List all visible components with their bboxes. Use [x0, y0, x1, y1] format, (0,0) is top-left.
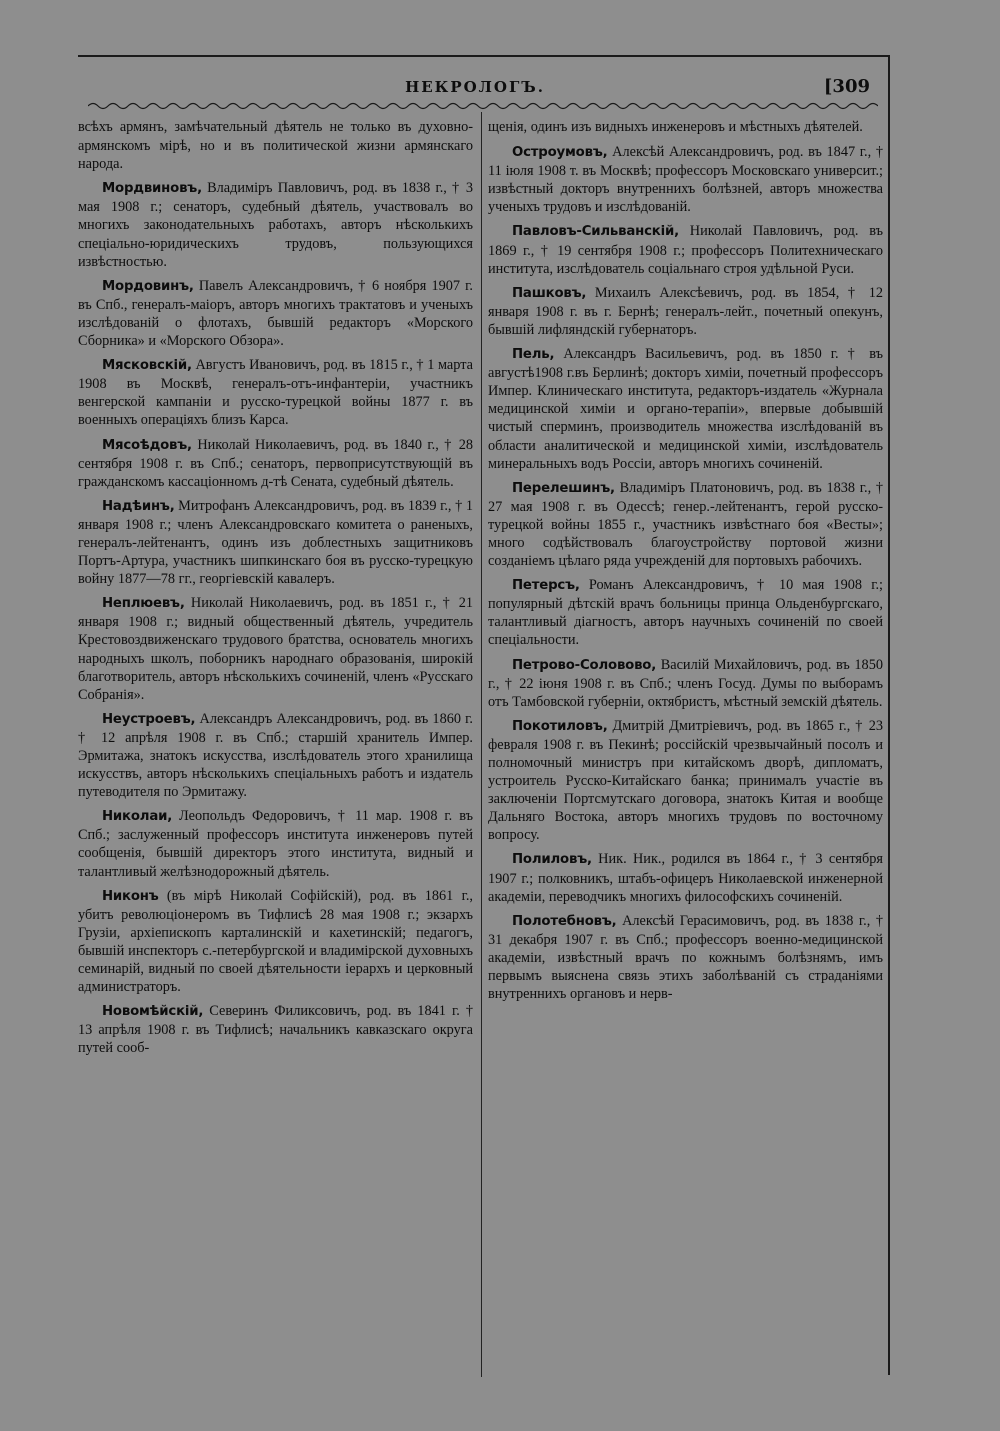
entry-text: Дмитрій Дмитріевичъ, род. въ 1865 г., † 23 февраля 1908 г. въ Пекинѣ; россійскій чрезвычайный посолъ и полномочный министръ при китайскомъ дворѣ, дипломатъ, устроитель Русско-Китайскаго банка; принималъ участіе въ заключеніи Портсмутскаго договора, знатокъ Китая и вообще Дальняго Востока, авторъ многихъ трудовъ по восточному вопросу. — [488, 717, 883, 844]
column-divider — [481, 112, 482, 1377]
section-title: НЕКРОЛОГЪ. — [405, 78, 545, 96]
entry-name: Петрово-Соловово, — [512, 657, 657, 673]
entry — [78, 118, 473, 173]
entry — [78, 277, 473, 350]
left-column — [78, 118, 473, 1380]
entry — [488, 222, 883, 277]
entry-text: Романъ Александровичъ, † 10 мая 1908 г.; популярный дѣтскій врачъ больницы принца Ольденбургскаго, талантливый діагностъ, авторъ научныхъ сочиненій по своей спеціальности. — [488, 577, 883, 649]
entry — [78, 594, 473, 704]
entry-text: Александръ Александровичъ, род. въ 1860 г. † 12 апрѣля 1908 г. въ Спб.; старшій хранитель Импер. Эрмитажа, знатокъ искусства, изслѣдователь этого хранилища искусствъ, авторъ нѣсколькихъ спеціальныхъ работъ и издатель путеводителя по Эрмитажу. — [78, 710, 473, 801]
entry-name: Мясоѣдовъ, — [102, 437, 192, 453]
entry-text: всѣхъ армянъ, замѣчательный дѣятель не только въ духовно-армянскомъ мірѣ, но и въ политической жизни армянскаго народа. — [78, 119, 473, 173]
entry-text: Северинъ Филиксовичъ, род. въ 1841 г. † 13 апрѣля 1908 г. въ Тифлисѣ; начальникъ кавказскаго округа путей сооб- — [78, 1003, 473, 1057]
entry — [488, 284, 883, 339]
entry — [78, 497, 473, 588]
entry — [488, 717, 883, 845]
entry-text: Василій Михайловичъ, род. въ 1850 г., † 22 іюня 1908 г. въ Спб.; членъ Госуд. Думы по выборамъ отъ Тамбовской губерніи, октябристъ, мѣстный земскій дѣятель. — [488, 656, 883, 710]
entry-name: Пель, — [512, 347, 555, 363]
entry-text: Августъ Ивановичъ, род. въ 1815 г., † 1 марта 1908 въ Москвѣ, генералъ-отъ-инфантеріи, участникъ венгерской кампаніи и русско-турецкой войны 1877 г. въ военныхъ операціяхъ близъ Карса. — [78, 357, 473, 429]
entry — [78, 356, 473, 429]
entry-name: Мясковскій, — [102, 358, 192, 374]
entry — [488, 118, 883, 137]
entry-text: Павелъ Александровичъ, † 6 ноября 1907 г. въ Спб., генералъ-маіоръ, авторъ многихъ трактатовъ и ученыхъ изслѣдованій о флотахъ, бывшій редакторъ «Морского Сборника» и «Морского Обзора». — [78, 277, 473, 350]
entry-text: Митрофанъ Александровичъ, род. въ 1839 г., † 1 января 1908 г.; членъ Александровскаго комитета о раненыхъ, генералъ-лейтенантъ, одинъ изъ доблестныхъ защитниковъ Портъ-Артура, участникъ шипкинскаго боя въ русско-турецкую войну 1877—78 гг., георгіевскій кавалеръ. — [78, 497, 473, 588]
entry — [488, 912, 883, 1003]
entry-name: Надѣинъ, — [102, 498, 175, 514]
entry-text: Николай Павловичъ, род. въ 1869 г., † 19 сентября 1908 г.; профессоръ Политехническаго института, изслѣдователь соціальнаго строя удѣльной Руси. — [488, 223, 883, 277]
entry-name: Мордовинъ, — [102, 278, 194, 294]
entry-text: Леопольдъ Федоровичъ, † 11 мар. 1908 г. въ Спб.; заслуженный профессоръ института инженеровъ путей сообщенія, бывшій директоръ этого института, видный и талантливый желѣзнодорожный дѣятель. — [78, 808, 473, 880]
entry-name: Неплюевъ, — [102, 596, 185, 612]
entry-name: Николаи, — [102, 809, 173, 825]
entry-name: Остроумовъ, — [512, 145, 608, 161]
entry-name: Павловъ-Сильванскій, — [512, 224, 679, 240]
entry — [78, 710, 473, 801]
entry-name: Покотиловъ, — [512, 718, 608, 734]
entry-name: Мордвиновъ, — [102, 181, 202, 197]
entry-name: Петерсъ, — [512, 578, 580, 594]
entry-text: Владиміръ Платоновичъ, род. въ 1838 г., † 27 мая 1908 г. въ Одессѣ; генер.-лейтенантъ, герой русско-турецкой войны 1855 г., участникъ извѣстнаго боя «Весты»; много содѣйствовалъ благоустройству портовой жизни созданіемъ цѣлаго ряда учрежденій для портовыхъ рабочихъ. — [488, 479, 883, 570]
entry-name: Неустроевъ, — [102, 711, 196, 727]
running-header — [80, 78, 870, 102]
entry-text: Алексѣй Александровичъ, род. въ 1847 г., † 11 іюля 1908 т. въ Москвѣ; профессоръ Московскаго университ.; извѣстный докторъ внутреннихъ болѣзней, авторъ множества ученыхъ трудовъ и изслѣдованій. — [488, 144, 883, 216]
entry — [488, 576, 883, 649]
entry-text: Николай Николаевичъ, род. въ 1851 г., † 21 января 1908 г.; видный общественный дѣятель, учредитель Крестовоздвиженскаго трудового братства, основатель многихъ народныхъ школъ, поборникъ народнаго образованія, широкій благотворитель, авторъ нѣсколькихъ сочиненій, членъ «Русскаго Собранія». — [78, 595, 473, 703]
entry-name: Пашковъ, — [512, 285, 587, 301]
page-right-rule — [888, 55, 890, 1375]
entry — [488, 850, 883, 905]
entry-name: Перелешинъ, — [512, 480, 615, 496]
entry-name: Никонъ — [102, 888, 159, 904]
entry-text: щенія, одинъ изъ видныхъ инженеровъ и мѣстныхъ дѣятелей. — [488, 119, 863, 135]
entry-text: Алексѣй Герасимовичъ, род. въ 1838 г., † 31 декабря 1907 г. въ Спб.; профессоръ военно-медицинской академіи, извѣстный врачъ по кожнымъ болѣзнямъ, имъ первымъ выяснена связь этихъ заболѣваній съ страданіями внутреннихъ органовъ и нерв- — [488, 912, 883, 1003]
entry-name: Полиловъ, — [512, 852, 592, 868]
entry-text: Ник. Ник., родился въ 1864 г., † 3 сентября 1907 г.; полковникъ, штабъ-офицеръ Николаевской инженерной академіи, переводчикъ многихъ философскихъ сочиненій. — [488, 851, 883, 905]
entry — [78, 436, 473, 491]
entry — [488, 345, 883, 473]
entry-name: Полотебновъ, — [512, 913, 617, 929]
entry-text: Владиміръ Павловичъ, род. въ 1838 г., † 3 мая 1908 г.; сенаторъ, судебный дѣятель, участвовалъ во многихъ законодательныхъ работахъ, авторъ нѣсколькихъ спеціально-юридическихъ трудовъ, пользующихся извѣстностью. — [78, 180, 473, 270]
page-number: [309 — [823, 76, 870, 97]
entry-text: Михаилъ Алексѣевичъ, род. въ 1854, † 12 января 1908 г. въ г. Бернѣ; генералъ-лейт., почетный опекунъ, бывшій лифляндскій губернаторъ. — [488, 284, 883, 338]
entry — [78, 179, 473, 270]
entry-text: (въ мірѣ Николай Софійскій), род. въ 1861 г., убитъ революціонеромъ въ Тифлисѣ 28 мая 1908 г.; экзархъ Грузіи, архіепископъ карталинскій и кахетинскій; педагогъ, бывшій инспекторъ с.-петербургской и владимірской духовныхъ семинарій, видный по своей дѣятельности іерархъ и церковный администраторъ. — [78, 887, 473, 996]
entry — [488, 479, 883, 570]
entry — [488, 143, 883, 216]
entry-name: Новомѣйскій, — [102, 1004, 204, 1020]
entry — [488, 656, 883, 711]
right-column — [488, 118, 883, 1380]
entry-text: Николай Николаевичъ, род. въ 1840 г., † 28 сентября 1908 г. въ Спб.; сенаторъ, первоприсутствующій въ гражданскомъ кассаціонномъ д-тѣ Сената, судебный дѣятель. — [78, 436, 473, 490]
entry — [78, 887, 473, 997]
wavy-rule — [88, 101, 878, 111]
entry — [78, 1002, 473, 1057]
entry — [78, 807, 473, 880]
page-top-rule — [78, 55, 890, 57]
entry-text: Александръ Васильевичъ, род. въ 1850 г. † въ августѣ1908 г.въ Берлинѣ; докторъ химіи, почетный профессоръ Импер. Клиническаго института, редакторъ-издатель «Журнала медицинской химіи и органо-терапіи», впервые добывшій чистый сперминъ, производитель множества изслѣдованій въ области аналитической и медицинской химіи, изслѣдователь минеральныхъ водъ Россіи, авторъ многихъ сочиненій. — [488, 346, 883, 472]
